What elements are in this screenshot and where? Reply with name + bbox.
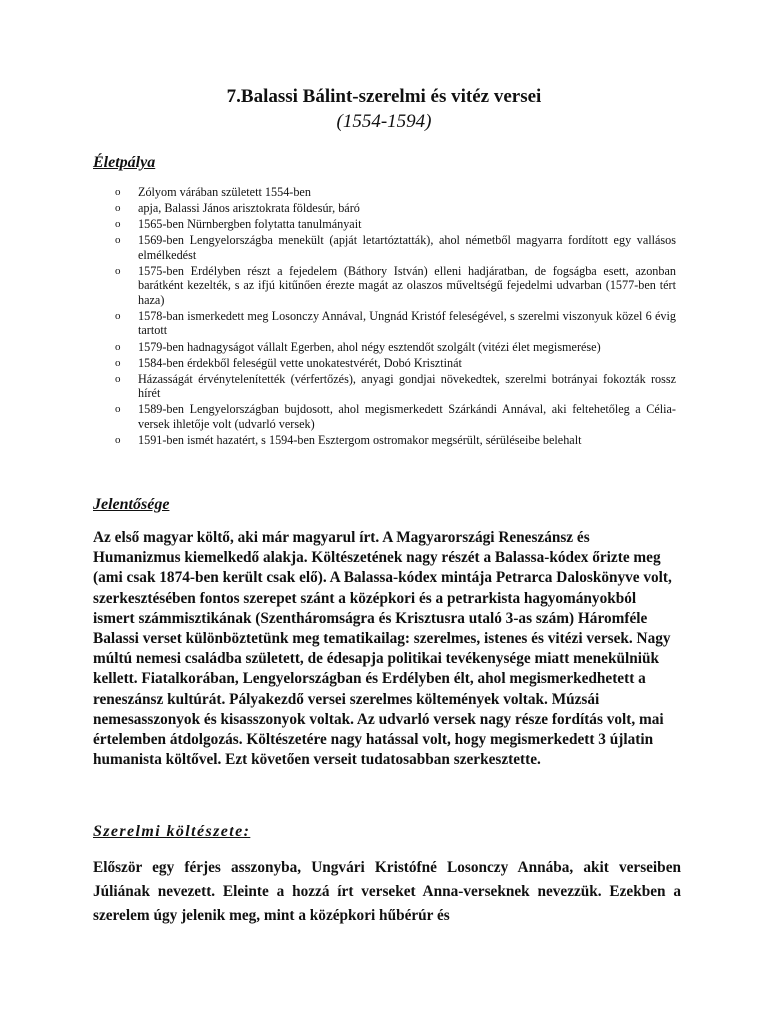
document-title: 7.Balassi Bálint-szerelmi és vitéz versei	[226, 86, 542, 107]
list-item: o 1578-ban ismerkedett meg Losonczy Annával, Ungnád Kristóf feleségével, s szerelmi viszonyuk közel 6 évig tartott	[115, 308, 676, 338]
list-item: o 1589-ben Lengyelországban bujdosott, ahol megismerkedett Szárkándi Annával, aki feltehetőleg a Célia-versek ihletője volt (udvarló versek)	[115, 402, 676, 431]
bullet-icon: o	[115, 264, 121, 277]
paragraph-szerelmi: Először egy férjes asszonyba, Ungvári Kristófné Losonczy Annába, akit verseiben Júliának nevezett. Eleinte a hozzá írt verseket Anna-verseknek nevezzük. Ezekben a szerelem úgy jelenik meg, mint a középkori hűbérúr és	[93, 859, 681, 924]
bullet-icon: o	[115, 403, 121, 416]
bullet-icon: o	[115, 372, 121, 385]
list-item: o 1591-ben ismét hazatért, s 1594-ben Esztergom ostromakor megsérült, sérüléseibe belehalt	[115, 432, 582, 447]
list-item: o 1579-ben hadnagyságot vállalt Egerben, ahol négy esztendőt szolgált (vitézi élet megismerése)	[115, 339, 601, 354]
biography-list	[93, 185, 676, 449]
bullet-icon: o	[115, 433, 121, 446]
list-item: o 1565-ben Nürnbergben folytatta tanulmányait	[115, 217, 362, 232]
bullet-icon: o	[115, 234, 121, 247]
list-item: o 1575-ben Erdélyben részt a fejedelem (Báthory István) elleni hadjáratban, de fogságba esett, azonban barátként kezelték, s az ifjú kitűnően érezte magát az olaszos műveltségű fejedelmi udvarban (1577-ben tért haza)	[115, 263, 676, 307]
bullet-icon: o	[115, 186, 121, 198]
list-item: o apja, Balassi János arisztokrata földesúr, báró	[115, 201, 360, 216]
section-heading-jelentosege: Jelentősége	[93, 496, 170, 513]
bullet-icon: o	[115, 356, 121, 369]
document-dates: (1554-1594)	[336, 111, 432, 132]
list-item: o 1584-ben érdekből feleségül vette unokatestvérét, Dobó Krisztinát	[115, 355, 462, 370]
bullet-icon: o	[115, 309, 121, 322]
list-item: o 1569-ben Lengyelországba menekült (apját letartóztatták), ahol németből magyarra fordított egy vallásos elmélkedést	[115, 233, 676, 262]
list-item: o Zólyom várában született 1554-ben	[115, 185, 311, 199]
section-heading-eletpalya: Életpálya	[93, 154, 156, 171]
section-heading-szerelmi: Szerelmi költészete:	[93, 823, 251, 840]
paragraph-jelentosege: Az első magyar költő, aki már magyarul írt. A Magyarországi Reneszánsz és Humanizmus kiemelkedő alakja. Költészetének nagy részét a Balassa-kódex őrizte meg (ami csak 1874-ben került csak elő). A Balassa-kódex mintája Petrarca Daloskönyve volt, szerkesztésében fontos szerepet szánt a középkori és a petrarkista hagyományokból ismert számmisztikának (Szentháromságra és Krisztusra utaló 3-as szám) Háromféle Balassi verset különböztetünk meg tematikailag: szerelmes, istenes és vitézi versek. Nagy múltú nemesi családba született, de édesapja politikai tevékenysége miatt menekülniük kellett. Fiatalkorában, Lengyelországban és Erdélyben élt, ahol megismerkedhetett a reneszánsz kultúrát. Pályakezdő versei szerelmes költemények voltak. Múzsái nemesasszonyok és kisasszonyok voltak. Az udvarló versek nagy része fordítás volt, mai értelemben átdolgozás. Költészetére nagy hatással volt, hogy megismerkedett 3 újlatin humanista költővel. Ezt követően verseit tudatosabban szerkesztette.	[93, 529, 672, 769]
bullet-icon: o	[115, 340, 121, 353]
list-item: o Házasságát érvénytelenítették (vérfertőzés), anyagi gondjai növekedtek, szerelmi botrányai fokozták rossz hírét	[115, 371, 676, 401]
bullet-icon: o	[115, 218, 121, 231]
bullet-icon: o	[115, 202, 121, 215]
